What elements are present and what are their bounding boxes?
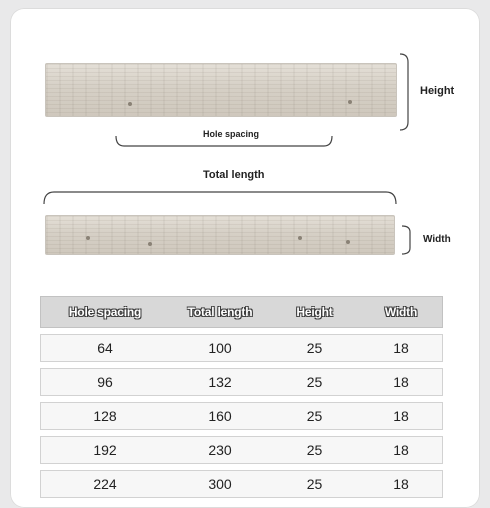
cell-width: 18 [393, 340, 409, 356]
hole-mark [86, 236, 90, 240]
cell-height: 25 [306, 408, 323, 424]
table-row [40, 334, 443, 362]
cell-width: 18 [393, 374, 409, 390]
cell-hole-spacing: 224 [93, 476, 117, 492]
header-width: Width [384, 305, 418, 319]
hole-mark [148, 242, 152, 246]
cell-width: 18 [393, 442, 409, 458]
width-label: Width [423, 234, 451, 245]
total-length-label: Total length [203, 169, 265, 181]
hole-spacing-label: Hole spacing [203, 129, 260, 139]
hole-mark [298, 236, 302, 240]
height-bracket [398, 52, 418, 132]
cell-total-length: 160 [208, 408, 232, 424]
handle-top-view [45, 215, 395, 255]
hole-mark [128, 102, 132, 106]
height-label: Height [420, 85, 455, 97]
header-height: Height [296, 305, 333, 319]
cell-hole-spacing: 96 [97, 374, 113, 390]
cell-width: 18 [393, 476, 409, 492]
cell-hole-spacing: 64 [97, 340, 113, 356]
handle-front-view [45, 63, 397, 117]
dimension-table [40, 296, 443, 498]
cell-total-length: 100 [208, 340, 232, 356]
cell-height: 25 [306, 340, 323, 356]
cell-height: 25 [306, 374, 323, 390]
table-row [40, 368, 443, 396]
hole-mark [346, 240, 350, 244]
cell-height: 25 [306, 442, 323, 458]
table-header [40, 296, 443, 328]
table-row [40, 470, 443, 498]
header-total-length: Total length [187, 305, 253, 319]
width-bracket [400, 224, 418, 256]
hole-mark [348, 100, 352, 104]
cell-total-length: 132 [208, 374, 232, 390]
cell-total-length: 300 [208, 476, 232, 492]
header-hole-spacing: Hole spacing [68, 305, 142, 319]
cell-hole-spacing: 128 [93, 408, 117, 424]
cell-height: 25 [306, 476, 323, 492]
table-row [40, 436, 443, 464]
cell-hole-spacing: 192 [93, 442, 117, 458]
total-length-bracket [42, 188, 398, 206]
cell-total-length: 230 [208, 442, 232, 458]
cell-width: 18 [393, 408, 409, 424]
table-row [40, 402, 443, 430]
